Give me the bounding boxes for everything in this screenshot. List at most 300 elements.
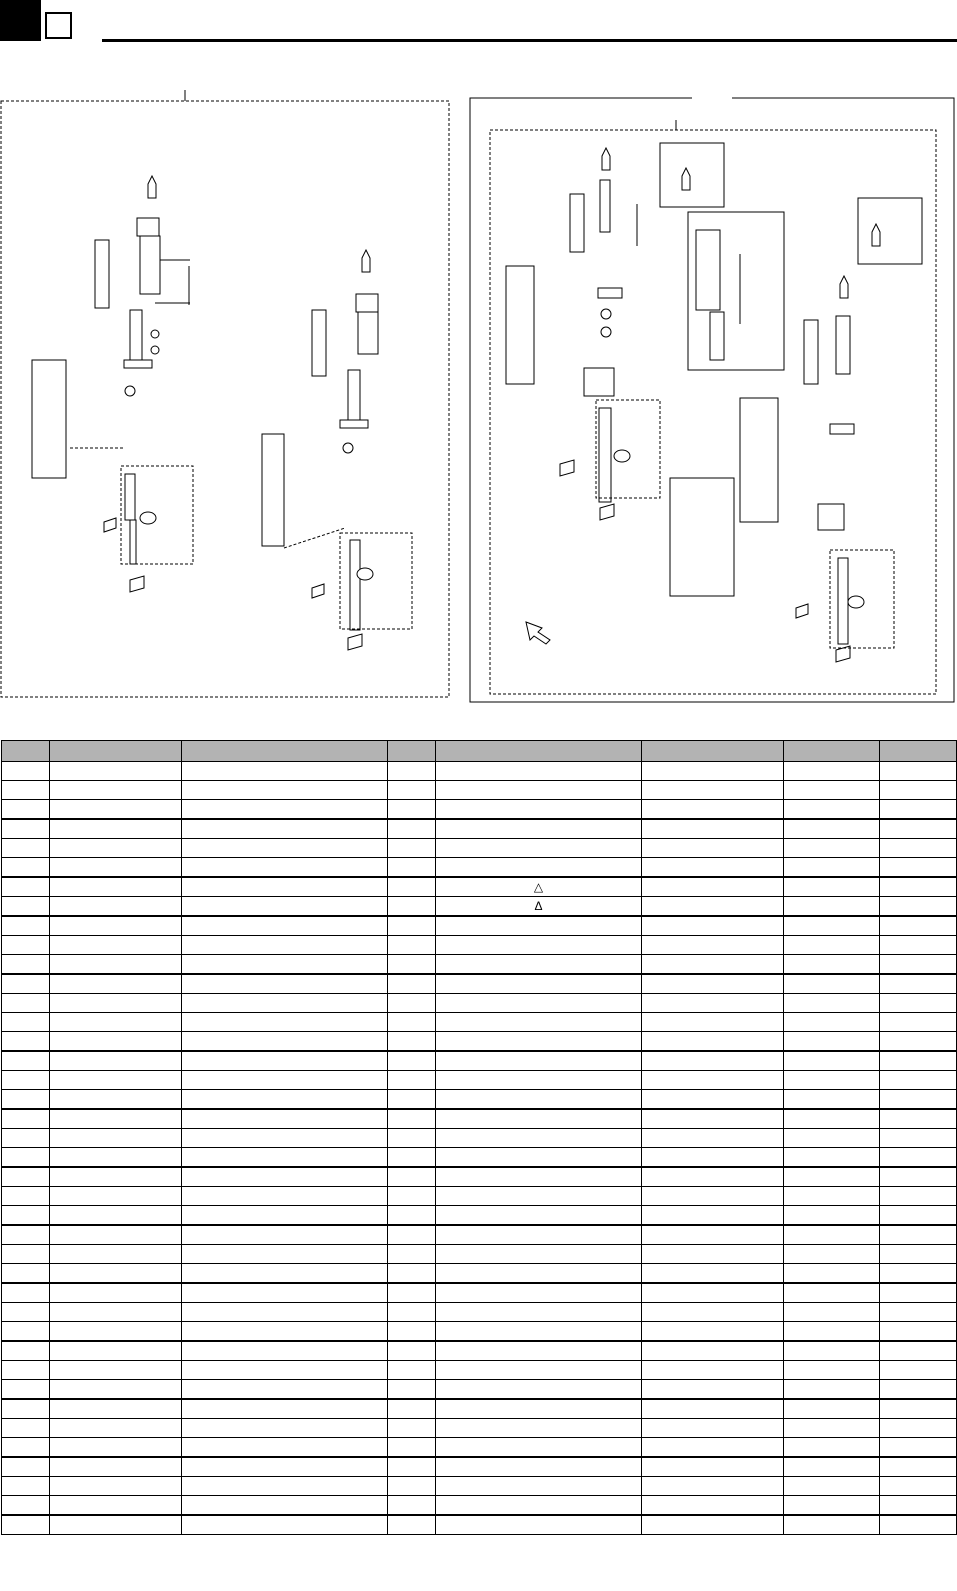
table-cell xyxy=(784,994,880,1013)
table-cell xyxy=(388,897,436,917)
table-row xyxy=(2,1457,957,1477)
table-row xyxy=(2,1032,957,1052)
table-cell xyxy=(642,1264,784,1284)
table-cell xyxy=(388,1090,436,1110)
table-cell xyxy=(2,1477,50,1496)
table-cell xyxy=(2,1245,50,1264)
table-row xyxy=(2,1303,957,1322)
table-row xyxy=(2,1167,957,1187)
table-cell xyxy=(880,1167,957,1187)
table-cell xyxy=(642,1225,784,1245)
table-cell xyxy=(784,819,880,839)
table-row xyxy=(2,1071,957,1090)
table-cell xyxy=(784,1090,880,1110)
table-cell xyxy=(784,1032,880,1052)
right-assembly-frame xyxy=(470,98,954,702)
table-cell xyxy=(880,781,957,800)
table-cell xyxy=(388,1515,436,1535)
table-cell xyxy=(642,1206,784,1226)
exploded-parts-diagram xyxy=(0,88,957,718)
table-cell xyxy=(50,1167,182,1187)
table-cell xyxy=(2,1109,50,1129)
table-cell xyxy=(388,1129,436,1148)
table-cell xyxy=(50,1225,182,1245)
table-cell xyxy=(642,781,784,800)
table-cell xyxy=(642,1129,784,1148)
table-cell xyxy=(880,1013,957,1032)
table-row xyxy=(2,994,957,1013)
table-cell xyxy=(880,1129,957,1148)
table-cell xyxy=(2,819,50,839)
table-cell xyxy=(880,955,957,975)
table-cell xyxy=(182,762,388,781)
table-cell xyxy=(642,1090,784,1110)
table-cell xyxy=(50,1264,182,1284)
table-cell xyxy=(388,1187,436,1206)
table-cell xyxy=(642,1051,784,1071)
table-cell xyxy=(436,916,642,936)
table-cell xyxy=(2,858,50,878)
table-cell xyxy=(2,1129,50,1148)
table-cell xyxy=(50,1187,182,1206)
table-cell xyxy=(50,781,182,800)
table-cell xyxy=(784,974,880,994)
table-cell xyxy=(642,1438,784,1458)
table-row xyxy=(2,1109,957,1129)
table-cell xyxy=(642,1361,784,1380)
table-cell xyxy=(880,858,957,878)
table-cell xyxy=(880,1187,957,1206)
table-cell xyxy=(50,1515,182,1535)
table-cell xyxy=(436,1341,642,1361)
left-assembly-a xyxy=(32,176,160,592)
table-cell xyxy=(2,1515,50,1535)
table-cell xyxy=(50,1361,182,1380)
table-cell xyxy=(182,1419,388,1438)
table-row xyxy=(2,1361,957,1380)
table-cell xyxy=(50,1399,182,1419)
table-cell xyxy=(642,1187,784,1206)
table-cell xyxy=(880,1496,957,1516)
table-cell xyxy=(784,1129,880,1148)
table-cell xyxy=(642,1013,784,1032)
table-cell xyxy=(784,1264,880,1284)
table-cell xyxy=(880,800,957,820)
table-cell xyxy=(642,897,784,917)
table-cell xyxy=(388,1399,436,1419)
table-cell xyxy=(388,1322,436,1342)
table-cell xyxy=(388,1109,436,1129)
table-cell xyxy=(880,1341,957,1361)
table-cell xyxy=(436,1090,642,1110)
table-cell xyxy=(388,1264,436,1284)
table-row xyxy=(2,1225,957,1245)
table-cell xyxy=(784,1051,880,1071)
table-cell xyxy=(880,1399,957,1419)
table-cell xyxy=(784,955,880,975)
table-cell xyxy=(642,1245,784,1264)
table-cell xyxy=(784,936,880,955)
table-row xyxy=(2,897,957,917)
table-cell xyxy=(182,1013,388,1032)
table-cell xyxy=(880,1071,957,1090)
table-cell xyxy=(182,1264,388,1284)
table-cell xyxy=(2,1090,50,1110)
table-cell xyxy=(784,1071,880,1090)
table-row xyxy=(2,1090,957,1110)
table-cell xyxy=(784,1380,880,1400)
table-cell xyxy=(436,762,642,781)
table-cell xyxy=(50,916,182,936)
table-row xyxy=(2,1477,957,1496)
table-cell xyxy=(880,936,957,955)
table-cell xyxy=(388,1013,436,1032)
table-cell xyxy=(388,762,436,781)
table-cell xyxy=(388,1148,436,1168)
table-cell xyxy=(880,974,957,994)
inset-pin-2 xyxy=(858,198,922,264)
table-cell xyxy=(784,1457,880,1477)
table-cell xyxy=(388,1361,436,1380)
table-cell xyxy=(436,1129,642,1148)
table-cell xyxy=(182,936,388,955)
table-cell xyxy=(388,1496,436,1516)
table-cell xyxy=(182,1225,388,1245)
table-cell xyxy=(2,1419,50,1438)
table-cell xyxy=(436,1206,642,1226)
table-cell xyxy=(784,1322,880,1342)
table-cell xyxy=(50,1341,182,1361)
table-cell xyxy=(784,839,880,858)
table-cell xyxy=(182,1341,388,1361)
table-cell xyxy=(880,839,957,858)
table-cell xyxy=(642,994,784,1013)
table-cell xyxy=(642,1419,784,1438)
table-cell xyxy=(436,955,642,975)
table-cell xyxy=(436,974,642,994)
table-cell xyxy=(2,1438,50,1458)
table-cell xyxy=(642,1283,784,1303)
table-cell xyxy=(436,839,642,858)
table-cell xyxy=(2,762,50,781)
table-cell xyxy=(784,1496,880,1516)
table-cell xyxy=(182,897,388,917)
table-row xyxy=(2,1341,957,1361)
table-cell xyxy=(50,1032,182,1052)
table-cell xyxy=(388,800,436,820)
table-cell xyxy=(182,1322,388,1342)
table-cell xyxy=(2,1071,50,1090)
table-cell xyxy=(436,1032,642,1052)
table-cell xyxy=(388,1051,436,1071)
table-cell xyxy=(388,819,436,839)
table-cell xyxy=(2,1206,50,1226)
table-cell xyxy=(436,1109,642,1129)
table-cell xyxy=(50,1283,182,1303)
table-cell xyxy=(784,1206,880,1226)
table-cell xyxy=(2,936,50,955)
table-cell xyxy=(50,1380,182,1400)
table-cell xyxy=(182,1206,388,1226)
table-cell xyxy=(784,916,880,936)
table-cell xyxy=(642,1399,784,1419)
table-cell xyxy=(388,1032,436,1052)
table-cell xyxy=(2,1051,50,1071)
table-cell xyxy=(436,994,642,1013)
table-cell xyxy=(182,1109,388,1129)
col-header xyxy=(50,741,182,762)
table-cell xyxy=(50,1071,182,1090)
table-cell xyxy=(388,1380,436,1400)
table-cell xyxy=(880,1322,957,1342)
table-cell xyxy=(50,1206,182,1226)
table-row xyxy=(2,781,957,800)
table-cell xyxy=(880,1303,957,1322)
table-cell xyxy=(2,916,50,936)
table-cell xyxy=(642,1148,784,1168)
table-cell xyxy=(880,1109,957,1129)
table-cell xyxy=(50,1419,182,1438)
table-cell xyxy=(50,858,182,878)
table-cell xyxy=(388,877,436,897)
table-cell xyxy=(388,936,436,955)
table-row xyxy=(2,1206,957,1226)
table-cell xyxy=(388,839,436,858)
table-cell xyxy=(182,1051,388,1071)
table-cell xyxy=(784,1245,880,1264)
col-header xyxy=(182,741,388,762)
table-cell xyxy=(436,1013,642,1032)
table-cell xyxy=(50,955,182,975)
table-cell xyxy=(880,1051,957,1071)
table-cell xyxy=(880,1419,957,1438)
table-cell xyxy=(388,1245,436,1264)
table-row xyxy=(2,1322,957,1342)
table-cell xyxy=(880,1032,957,1052)
table-cell xyxy=(880,1206,957,1226)
table-cell xyxy=(642,877,784,897)
table-cell xyxy=(50,897,182,917)
table-cell xyxy=(880,1245,957,1264)
table-cell xyxy=(784,897,880,917)
table-cell xyxy=(642,1303,784,1322)
table-cell xyxy=(50,1245,182,1264)
table-cell xyxy=(642,1515,784,1535)
table-cell xyxy=(50,1303,182,1322)
col-header xyxy=(642,741,784,762)
table-cell xyxy=(784,1283,880,1303)
table-cell xyxy=(436,1225,642,1245)
table-cell xyxy=(880,1148,957,1168)
table-cell xyxy=(880,1515,957,1535)
table-cell xyxy=(2,1167,50,1187)
table-cell xyxy=(388,1167,436,1187)
table-cell xyxy=(784,858,880,878)
table-cell xyxy=(642,1477,784,1496)
table-cell xyxy=(2,1264,50,1284)
table-cell xyxy=(784,1167,880,1187)
table-cell xyxy=(2,1032,50,1052)
table-cell xyxy=(436,1303,642,1322)
table-cell xyxy=(642,762,784,781)
table-cell xyxy=(388,1303,436,1322)
table-cell xyxy=(642,1496,784,1516)
table-cell xyxy=(2,1013,50,1032)
table-cell xyxy=(880,877,957,897)
table-cell xyxy=(880,994,957,1013)
table-cell xyxy=(2,877,50,897)
table-cell xyxy=(182,1187,388,1206)
table-cell xyxy=(388,1071,436,1090)
parts-list-table xyxy=(1,740,957,1535)
table-cell xyxy=(182,781,388,800)
table-cell xyxy=(182,1245,388,1264)
table-cell xyxy=(388,1341,436,1361)
table-cell xyxy=(182,1148,388,1168)
table-cell xyxy=(2,839,50,858)
table-cell xyxy=(436,800,642,820)
table-cell xyxy=(642,974,784,994)
table-cell xyxy=(642,1322,784,1342)
revision-mark: Δ xyxy=(534,899,543,913)
table-cell xyxy=(784,1303,880,1322)
table-cell xyxy=(2,1380,50,1400)
table-cell xyxy=(2,1283,50,1303)
left-assembly-frame xyxy=(1,101,449,697)
table-cell xyxy=(436,1245,642,1264)
table-cell xyxy=(182,858,388,878)
table-cell xyxy=(2,1303,50,1322)
table-cell xyxy=(50,1129,182,1148)
table-row xyxy=(2,1438,957,1458)
table-cell xyxy=(642,1341,784,1361)
table-row xyxy=(2,858,957,878)
table-cell xyxy=(2,1322,50,1342)
table-cell xyxy=(182,877,388,897)
table-cell xyxy=(436,1399,642,1419)
table-cell xyxy=(2,1341,50,1361)
table-cell xyxy=(642,1457,784,1477)
table-cell xyxy=(182,916,388,936)
table-row xyxy=(2,1051,957,1071)
table-cell xyxy=(880,1438,957,1458)
table-row xyxy=(2,1245,957,1264)
table-cell xyxy=(388,955,436,975)
table-cell xyxy=(784,1341,880,1361)
table-cell xyxy=(182,1167,388,1187)
table-cell xyxy=(436,858,642,878)
table-cell xyxy=(880,1361,957,1380)
table-cell xyxy=(50,1477,182,1496)
table-cell xyxy=(642,839,784,858)
table-cell xyxy=(182,1361,388,1380)
inset-pin-1 xyxy=(660,143,724,207)
table-row xyxy=(2,936,957,955)
table-cell xyxy=(642,1167,784,1187)
table-cell xyxy=(880,1457,957,1477)
table-cell xyxy=(182,819,388,839)
col-header xyxy=(388,741,436,762)
left-assembly-b xyxy=(262,250,378,650)
table-cell xyxy=(880,762,957,781)
table-cell xyxy=(182,994,388,1013)
table-cell xyxy=(436,1515,642,1535)
table-cell xyxy=(50,1013,182,1032)
table-cell xyxy=(182,974,388,994)
col-header xyxy=(2,741,50,762)
table-cell xyxy=(182,1477,388,1496)
table-cell xyxy=(642,1109,784,1129)
table-cell xyxy=(436,1148,642,1168)
table-cell xyxy=(880,1264,957,1284)
table-cell xyxy=(50,1496,182,1516)
table-row xyxy=(2,877,957,897)
table-cell xyxy=(182,1457,388,1477)
table-cell xyxy=(50,1109,182,1129)
col-header xyxy=(880,741,957,762)
table-cell xyxy=(182,1071,388,1090)
table-cell xyxy=(2,1457,50,1477)
table-row xyxy=(2,1399,957,1419)
table-cell xyxy=(2,897,50,917)
table-cell xyxy=(784,1515,880,1535)
table-cell xyxy=(388,1419,436,1438)
table-cell xyxy=(642,858,784,878)
table-cell xyxy=(388,858,436,878)
table-cell xyxy=(436,1051,642,1071)
table-cell xyxy=(50,1438,182,1458)
table-cell xyxy=(2,1148,50,1168)
right-assembly xyxy=(506,148,880,662)
table-cell xyxy=(784,1013,880,1032)
table-cell xyxy=(784,1109,880,1129)
table-cell xyxy=(50,1322,182,1342)
table-cell xyxy=(50,994,182,1013)
table-cell xyxy=(182,1129,388,1148)
table-cell xyxy=(2,800,50,820)
table-cell xyxy=(388,1283,436,1303)
table-cell xyxy=(2,1187,50,1206)
revision-mark: △ xyxy=(533,880,544,894)
table-cell xyxy=(642,916,784,936)
table-row xyxy=(2,1419,957,1438)
table-cell xyxy=(182,1303,388,1322)
table-cell xyxy=(50,762,182,781)
table-cell xyxy=(50,839,182,858)
table-cell xyxy=(436,1167,642,1187)
table-cell xyxy=(182,1380,388,1400)
table-cell xyxy=(436,1071,642,1090)
table-cell xyxy=(642,1380,784,1400)
table-cell xyxy=(642,1032,784,1052)
table-cell xyxy=(642,800,784,820)
table-cell xyxy=(642,955,784,975)
table-cell xyxy=(436,819,642,839)
table-row xyxy=(2,916,957,936)
table-cell xyxy=(436,1322,642,1342)
table-row xyxy=(2,800,957,820)
section-marker-black xyxy=(0,0,41,41)
table-row xyxy=(2,1148,957,1168)
table-cell xyxy=(388,1225,436,1245)
table-cell xyxy=(2,994,50,1013)
table-cell xyxy=(784,1187,880,1206)
table-cell xyxy=(436,1477,642,1496)
table-cell xyxy=(784,1225,880,1245)
table-cell xyxy=(388,974,436,994)
table-cell xyxy=(2,1361,50,1380)
table-cell xyxy=(2,955,50,975)
